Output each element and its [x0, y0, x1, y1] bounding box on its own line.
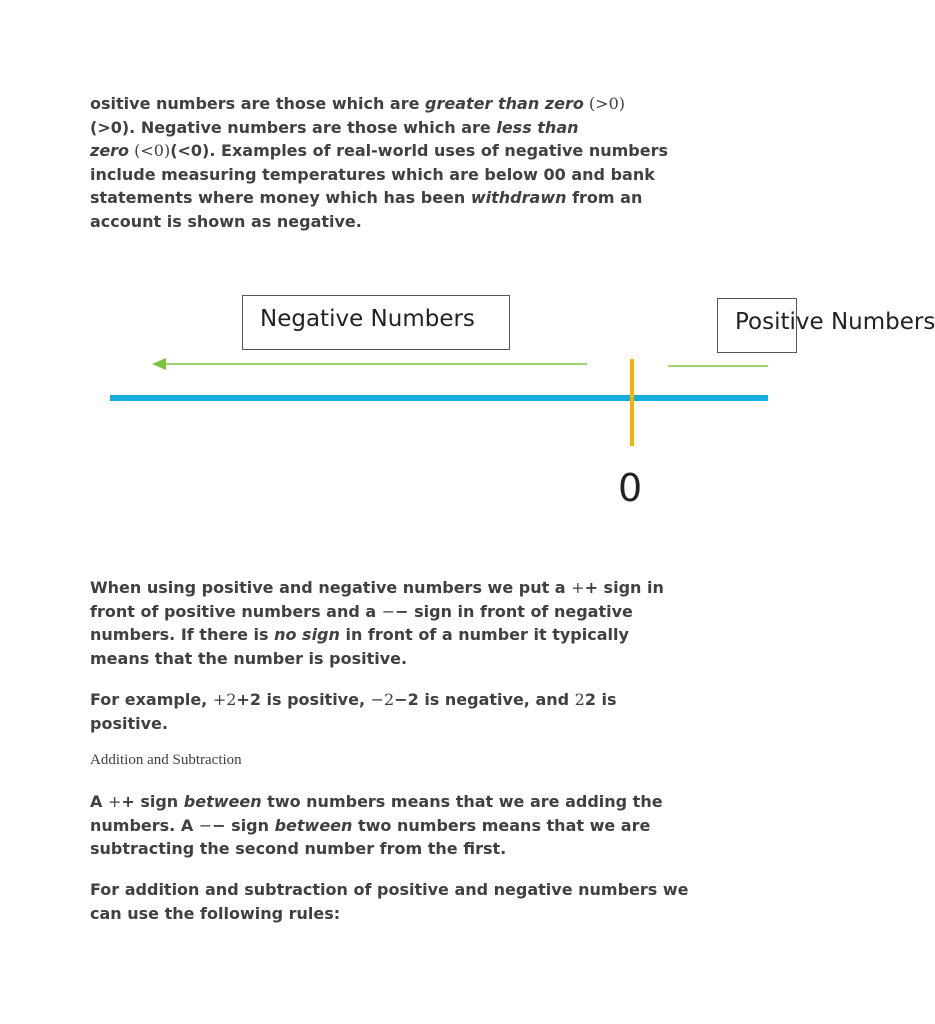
- number-line-diagram: [0, 340, 768, 460]
- example-paragraph: For example, +2+2 is positive, −2−2 is negative, and 22 is positive.: [90, 690, 617, 733]
- rules-intro-paragraph: For addition and subtraction of positive and negative numbers we can use the following rules:: [90, 880, 689, 923]
- negative-numbers-label: Negative Numbers: [242, 295, 510, 350]
- zero-label: 0: [618, 466, 643, 510]
- negative-arrowhead-icon: [152, 358, 166, 370]
- section-heading: Addition and Subtraction: [90, 752, 242, 768]
- positive-numbers-label: Positive Numbers: [717, 298, 797, 353]
- intro-paragraph: ositive numbers are those which are greater than zero (>0) (>0). Negative numbers are those which are less than zero (<0)(<0). Examples of real-world uses of negative numbers include measuring temperatures which are below 00 and bank statements where money which has been withdrawn from an account is shown as negative.: [90, 94, 669, 231]
- between-paragraph: A ++ sign between two numbers means that we are adding the numbers. A −− sign between two numbers means that we are subtracting the second number from the first.: [90, 792, 663, 858]
- signs-paragraph: When using positive and negative numbers we put a ++ sign in front of positive numbers and a −− sign in front of negative numbers. If there is no sign in front of a number it typically means that the number is positive.: [90, 578, 664, 668]
